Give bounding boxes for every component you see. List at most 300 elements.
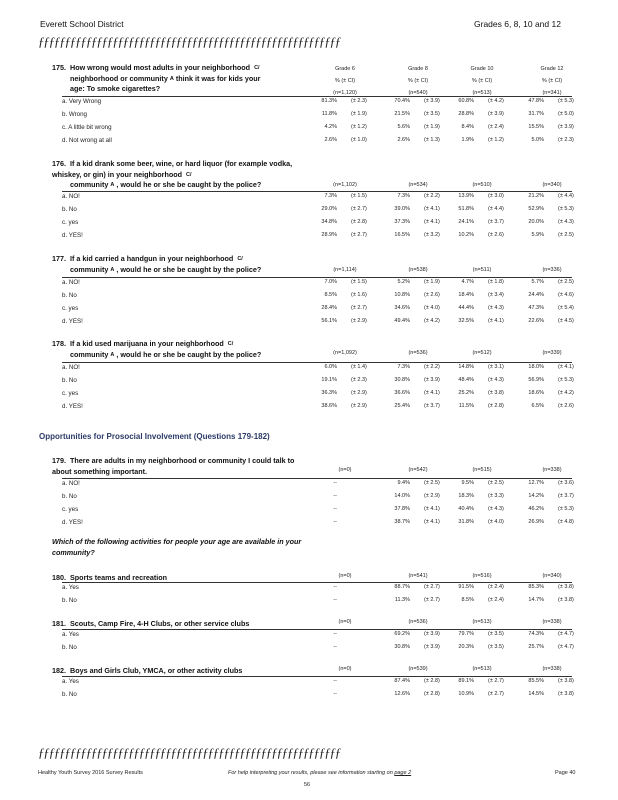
percent-value: 11.5% [458, 403, 474, 409]
response-option-label: a. NO! [62, 364, 80, 371]
confidence-interval: (± 4.2) [424, 318, 440, 324]
percent-value: 18.4% [458, 292, 474, 298]
confidence-interval: (± 3.3) [488, 493, 504, 499]
superscript-c-marker: C/ [254, 65, 260, 71]
rule-line [62, 277, 572, 278]
confidence-interval: (± 3.4) [488, 292, 504, 298]
percent-value: 51.8% [458, 206, 474, 212]
footer-help-text [228, 770, 411, 776]
confidence-interval: (± 3.7) [424, 403, 440, 409]
confidence-interval: (± 2.8) [351, 219, 367, 225]
percent-value: 18.6% [528, 390, 544, 396]
confidence-interval: (± 2.8) [424, 691, 440, 697]
response-option-label: c. yes [62, 506, 79, 513]
percent-value: 49.4% [394, 318, 410, 324]
percent-value: -- [333, 506, 337, 512]
rule-line [62, 676, 572, 677]
percent-value: 25.4% [394, 403, 410, 409]
percent-value: 21.2% [528, 193, 544, 199]
sample-size: (n=0) [338, 619, 352, 625]
grade-label: Grade 6 [335, 66, 355, 72]
confidence-interval: (± 5.3) [558, 377, 574, 383]
q182-question-text [52, 666, 297, 677]
percent-value: 1.9% [461, 137, 474, 143]
sample-size: (n=1,092) [333, 350, 357, 356]
footer-survey-title: Healthy Youth Survey 2016 Survey Results [38, 770, 143, 776]
page-number: 56 [304, 782, 311, 788]
confidence-interval: (± 4.3) [558, 219, 574, 225]
confidence-interval: (± 2.5) [558, 232, 574, 238]
q180-number: 180. [52, 573, 66, 582]
q179-number: 179. [52, 456, 66, 465]
q182-number: 182. [52, 666, 66, 675]
percent-value: 6.5% [531, 403, 544, 409]
q177-text: If a kid carried a handgun in your neighborhood [70, 254, 234, 263]
percent-value: 37.8% [394, 506, 410, 512]
confidence-interval: (± 2.4) [488, 584, 504, 590]
sample-size: (n=540) [408, 90, 428, 96]
q179-text: There are adults in my neighborhood or community I could talk to about something important. [52, 456, 295, 476]
sample-size: (n=538) [408, 267, 428, 273]
confidence-interval: (± 3.9) [558, 124, 574, 130]
confidence-interval: (± 4.4) [558, 193, 574, 199]
percent-value: -- [333, 644, 337, 650]
superscript-a-marker: A [110, 266, 115, 273]
percent-value: 2.6% [397, 137, 410, 143]
confidence-interval: (± 5.3) [558, 506, 574, 512]
percent-value: 16.5% [394, 232, 410, 238]
response-option-label: c. yes [62, 219, 79, 226]
district-name: Everett School District [40, 19, 124, 29]
percent-value: 88.7% [394, 584, 410, 590]
sample-size: (n=515) [472, 467, 492, 473]
confidence-interval: (± 3.8) [558, 691, 574, 697]
confidence-interval: (± 3.5) [488, 644, 504, 650]
q177-text-line2: community [70, 264, 109, 274]
percent-value: 26.9% [528, 519, 544, 525]
sample-size: (n=1,114) [333, 267, 357, 273]
confidence-interval: (± 2.9) [351, 403, 367, 409]
confidence-interval: (± 2.3) [351, 98, 367, 104]
response-option-label: a. NO! [62, 480, 80, 487]
response-option-label: a. Yes [62, 678, 79, 685]
q175-text-line4: age: To smoke cigarettes? [70, 84, 161, 93]
q176-question-text [52, 159, 297, 191]
confidence-interval: (± 2.5) [558, 279, 574, 285]
confidence-interval: (± 1.6) [351, 292, 367, 298]
percent-value: 14.8% [458, 364, 474, 370]
confidence-interval: (± 2.7) [424, 584, 440, 590]
percent-ci-label: % (± CI) [541, 78, 563, 84]
grade-column-header [393, 66, 443, 85]
q176-text: If a kid drank some beer, wine, or hard liquor (for example vodka, whiskey, or gin) in your neighborhood [52, 159, 293, 179]
sample-size: (n=1,120) [333, 90, 357, 96]
confidence-interval: (± 4.4) [488, 206, 504, 212]
confidence-interval: (± 2.4) [488, 597, 504, 603]
response-option-label: b. No [62, 206, 77, 213]
decorative-divider-bottom: ƒƒƒƒƒƒƒƒƒƒƒƒƒƒƒƒƒƒƒƒƒƒƒƒƒƒƒƒƒƒƒƒƒƒƒƒƒƒƒƒƒƒƒƒƒƒƒƒƒƒƒƒƒƒƒƒƒ [38, 745, 341, 760]
percent-value: 30.8% [394, 377, 410, 383]
confidence-interval: (± 5.4) [558, 305, 574, 311]
percent-value: 89.1% [458, 678, 474, 684]
confidence-interval: (± 1.2) [488, 137, 504, 143]
footer-help-label: For help interpreting your results, please see information starting on [228, 770, 393, 776]
percent-value: 28.9% [321, 232, 337, 238]
percent-value: 37.3% [394, 219, 410, 225]
sample-size: (n=338) [542, 467, 562, 473]
percent-value: 6.0% [324, 364, 337, 370]
percent-value: 79.7% [458, 631, 474, 637]
sample-size: (n=340) [542, 573, 562, 579]
q178-text: If a kid used marijuana in your neighborhood [70, 339, 224, 348]
q178-text-line3: , would he or she be caught by the police? [116, 349, 262, 359]
superscript-a-marker: A [110, 351, 115, 358]
confidence-interval: (± 2.9) [351, 390, 367, 396]
sample-size: (n=534) [408, 182, 428, 188]
percent-ci-label: % (± CI) [407, 78, 429, 84]
percent-value: 14.7% [528, 597, 544, 603]
confidence-interval: (± 4.1) [424, 219, 440, 225]
sample-size: (n=541) [408, 573, 428, 579]
response-option-label: d. YES! [62, 232, 83, 239]
percent-value: 18.3% [458, 493, 474, 499]
q176-text-line2: community [70, 180, 109, 189]
percent-value: 11.3% [394, 597, 410, 603]
confidence-interval: (± 3.6) [558, 480, 574, 486]
percent-value: 87.4% [394, 678, 410, 684]
q177-text-line3: , would he or she be caught by the police? [116, 264, 262, 274]
q177-number: 177. [52, 254, 66, 263]
response-option-label: b. No [62, 691, 77, 698]
q180-text: Sports teams and recreation [70, 573, 168, 582]
footer-page-link[interactable]: page 2 [394, 770, 412, 776]
percent-value: 8.5% [461, 597, 474, 603]
grade-label: Grade 12 [540, 66, 564, 72]
percent-value: 21.5% [394, 111, 410, 117]
percent-value: 60.8% [458, 98, 474, 104]
percent-value: 34.6% [394, 305, 410, 311]
footer-page-label: Page 40 [555, 770, 576, 776]
response-option-label: b. Wrong [62, 111, 87, 118]
percent-value: -- [333, 678, 337, 684]
confidence-interval: (± 3.2) [424, 232, 440, 238]
confidence-interval: (± 4.0) [488, 519, 504, 525]
percent-value: 7.3% [397, 193, 410, 199]
sample-size: (n=542) [408, 467, 428, 473]
percent-value: 85.3% [528, 584, 544, 590]
confidence-interval: (± 2.2) [424, 193, 440, 199]
confidence-interval: (± 1.2) [351, 124, 367, 130]
section-title: Opportunities for Prosocial Involvement (Questions 179-182) [39, 432, 270, 441]
percent-value: 4.2% [324, 124, 337, 130]
confidence-interval: (± 2.7) [424, 597, 440, 603]
confidence-interval: (± 4.1) [424, 506, 440, 512]
confidence-interval: (± 5.0) [558, 111, 574, 117]
percent-value: 19.1% [321, 377, 337, 383]
confidence-interval: (± 3.9) [424, 644, 440, 650]
percent-value: 4.7% [461, 279, 474, 285]
response-option-label: b. No [62, 292, 77, 299]
q182-text: Boys and Girls Club, YMCA, or other activity clubs [70, 666, 243, 675]
confidence-interval: (± 3.8) [488, 390, 504, 396]
sample-size: (n=510) [472, 182, 492, 188]
percent-value: 91.5% [458, 584, 474, 590]
confidence-interval: (± 2.8) [488, 403, 504, 409]
superscript-a-marker: A [169, 75, 174, 82]
percent-value: 9.4% [397, 480, 410, 486]
percent-value: -- [333, 480, 337, 486]
confidence-interval: (± 4.1) [424, 206, 440, 212]
percent-value: 81.3% [321, 98, 337, 104]
confidence-interval: (± 2.7) [488, 678, 504, 684]
sample-size: (n=0) [338, 467, 352, 473]
rule-line [62, 191, 572, 192]
percent-value: -- [333, 597, 337, 603]
response-option-label: d. YES! [62, 403, 83, 410]
percent-value: 14.0% [394, 493, 410, 499]
sample-size: (n=536) [408, 350, 428, 356]
confidence-interval: (± 4.7) [558, 631, 574, 637]
q175-text: How wrong would most adults in your neighborhood [70, 63, 251, 72]
percent-value: 18.0% [528, 364, 544, 370]
percent-value: 8.5% [324, 292, 337, 298]
percent-value: 39.0% [394, 206, 410, 212]
percent-value: 2.6% [324, 137, 337, 143]
confidence-interval: (± 4.3) [488, 506, 504, 512]
response-option-label: c. yes [62, 305, 79, 312]
percent-value: 28.8% [458, 111, 474, 117]
sample-size: (n=516) [472, 573, 492, 579]
confidence-interval: (± 3.9) [424, 98, 440, 104]
confidence-interval: (± 3.5) [488, 631, 504, 637]
percent-value: 25.2% [458, 390, 474, 396]
confidence-interval: (± 3.1) [488, 364, 504, 370]
confidence-interval: (± 3.7) [488, 219, 504, 225]
percent-value: 13.9% [458, 193, 474, 199]
percent-value: 11.8% [321, 111, 337, 117]
percent-value: 10.9% [458, 691, 474, 697]
sample-size: (n=1,102) [333, 182, 357, 188]
q176-number: 176. [52, 159, 66, 168]
response-option-label: d. Not wrong at all [62, 137, 112, 144]
response-option-label: a. NO! [62, 279, 80, 286]
confidence-interval: (± 2.3) [558, 137, 574, 143]
confidence-interval: (± 1.8) [488, 279, 504, 285]
superscript-a-marker: A [110, 182, 115, 188]
percent-value: -- [333, 493, 337, 499]
sample-size: (n=340) [542, 182, 562, 188]
confidence-interval: (± 3.8) [558, 678, 574, 684]
response-option-label: a. Yes [62, 584, 79, 591]
confidence-interval: (± 2.9) [351, 318, 367, 324]
q178-text-line2: community [70, 349, 109, 359]
percent-value: 12.7% [528, 480, 544, 486]
confidence-interval: (± 4.2) [558, 390, 574, 396]
sample-size: (n=339) [542, 350, 562, 356]
grade-column-header [527, 66, 577, 85]
response-option-label: c. A little bit wrong [62, 124, 112, 131]
percent-value: -- [333, 584, 337, 590]
percent-value: 46.2% [528, 506, 544, 512]
confidence-interval: (± 2.4) [488, 124, 504, 130]
percent-value: 28.4% [321, 305, 337, 311]
sample-size: (n=0) [338, 666, 352, 672]
percent-value: 44.4% [458, 305, 474, 311]
confidence-interval: (± 4.0) [424, 305, 440, 311]
percent-value: 69.2% [394, 631, 410, 637]
confidence-interval: (± 2.9) [424, 493, 440, 499]
percent-value: 31.7% [528, 111, 544, 117]
percent-value: 29.0% [321, 206, 337, 212]
sample-size: (n=338) [542, 619, 562, 625]
sample-size: (n=536) [408, 619, 428, 625]
q175-question-text [52, 63, 297, 95]
percent-value: 74.3% [528, 631, 544, 637]
sample-size: (n=511) [472, 267, 492, 273]
q181-question-text [52, 619, 297, 630]
percent-value: 52.9% [528, 206, 544, 212]
confidence-interval: (± 1.5) [351, 193, 367, 199]
percent-value: 7.3% [324, 193, 337, 199]
confidence-interval: (± 2.7) [351, 232, 367, 238]
rule-line [62, 629, 572, 630]
response-option-label: d. YES! [62, 318, 83, 325]
percent-value: 12.6% [394, 691, 410, 697]
decorative-divider-top: ƒƒƒƒƒƒƒƒƒƒƒƒƒƒƒƒƒƒƒƒƒƒƒƒƒƒƒƒƒƒƒƒƒƒƒƒƒƒƒƒƒƒƒƒƒƒƒƒƒƒƒƒƒƒƒƒƒ [38, 34, 341, 49]
confidence-interval: (± 4.6) [558, 292, 574, 298]
q175-number: 175. [52, 63, 66, 72]
percent-value: 34.8% [321, 219, 337, 225]
sample-size: (n=336) [542, 267, 562, 273]
percent-value: 56.1% [321, 318, 337, 324]
confidence-interval: (± 5.3) [558, 98, 574, 104]
confidence-interval: (± 4.1) [424, 519, 440, 525]
q181-text: Scouts, Camp Fire, 4-H Clubs, or other service clubs [70, 619, 250, 628]
percent-value: 56.9% [528, 377, 544, 383]
percent-value: 7.3% [397, 364, 410, 370]
percent-value: 10.8% [394, 292, 410, 298]
confidence-interval: (± 4.2) [488, 98, 504, 104]
response-option-label: b. No [62, 597, 77, 604]
confidence-interval: (± 3.0) [488, 193, 504, 199]
rule-line [62, 478, 572, 479]
rule-line [62, 362, 572, 363]
activities-subheading: Which of the following activities for people your age are available in your community? [52, 537, 302, 557]
confidence-interval: (± 2.6) [558, 403, 574, 409]
confidence-interval: (± 2.3) [351, 377, 367, 383]
percent-value: 14.5% [528, 691, 544, 697]
confidence-interval: (± 3.9) [488, 111, 504, 117]
percent-value: 9.5% [461, 480, 474, 486]
confidence-interval: (± 3.5) [424, 111, 440, 117]
q178-number: 178. [52, 339, 66, 348]
percent-value: -- [333, 691, 337, 697]
percent-value: 5.6% [397, 124, 410, 130]
response-option-label: b. No [62, 377, 77, 384]
percent-value: 32.5% [458, 318, 474, 324]
sample-size: (n=512) [472, 350, 492, 356]
rule-line [62, 582, 572, 583]
q176-text-line3: , would he or she be caught by the police? [116, 180, 262, 189]
grade-column-header [457, 66, 507, 85]
confidence-interval: (± 2.5) [488, 480, 504, 486]
percent-value: 47.3% [528, 305, 544, 311]
confidence-interval: (± 5.3) [558, 206, 574, 212]
percent-value: 38.7% [394, 519, 410, 525]
percent-ci-label: % (± CI) [334, 78, 356, 84]
confidence-interval: (± 4.3) [488, 305, 504, 311]
percent-value: 40.4% [458, 506, 474, 512]
confidence-interval: (± 2.8) [424, 678, 440, 684]
grade-label: Grade 8 [408, 66, 428, 72]
q175-text-line3: think it was for kids your [175, 73, 261, 83]
percent-value: 5.0% [531, 137, 544, 143]
confidence-interval: (± 4.7) [558, 644, 574, 650]
confidence-interval: (± 1.0) [351, 137, 367, 143]
percent-value: 36.3% [321, 390, 337, 396]
confidence-interval: (± 1.9) [351, 111, 367, 117]
rule-line [62, 96, 572, 97]
sample-size: (n=513) [472, 666, 492, 672]
percent-value: 20.0% [528, 219, 544, 225]
sample-size: (n=513) [472, 90, 492, 96]
percent-value: 22.6% [528, 318, 544, 324]
confidence-interval: (± 3.9) [424, 377, 440, 383]
confidence-interval: (± 2.2) [424, 364, 440, 370]
sample-size: (n=0) [338, 573, 352, 579]
percent-value: 5.7% [531, 279, 544, 285]
response-option-label: a. Yes [62, 631, 79, 638]
percent-value: 85.5% [528, 678, 544, 684]
response-option-label: b. No [62, 644, 77, 651]
confidence-interval: (± 1.3) [424, 137, 440, 143]
sample-size: (n=341) [542, 90, 562, 96]
percent-value: 38.6% [321, 403, 337, 409]
sample-size: (n=539) [408, 666, 428, 672]
superscript-c-marker: C/ [237, 256, 243, 262]
confidence-interval: (± 2.7) [488, 691, 504, 697]
percent-value: 36.6% [394, 390, 410, 396]
percent-value: 8.4% [461, 124, 474, 130]
q181-number: 181. [52, 619, 66, 628]
q178-question-text [52, 339, 297, 360]
confidence-interval: (± 1.9) [424, 124, 440, 130]
confidence-interval: (± 4.1) [488, 318, 504, 324]
superscript-c-marker: C/ [186, 171, 192, 178]
confidence-interval: (± 3.7) [558, 493, 574, 499]
confidence-interval: (± 4.1) [424, 390, 440, 396]
percent-value: 30.8% [394, 644, 410, 650]
q179-question-text [52, 456, 297, 477]
grades-label: Grades 6, 8, 10 and 12 [474, 19, 561, 29]
confidence-interval: (± 2.7) [351, 206, 367, 212]
percent-value: 25.7% [528, 644, 544, 650]
grade-label: Grade 10 [470, 66, 494, 72]
confidence-interval: (± 2.5) [424, 480, 440, 486]
confidence-interval: (± 4.8) [558, 519, 574, 525]
sample-size: (n=338) [542, 666, 562, 672]
response-option-label: a. Very Wrong [62, 98, 102, 105]
percent-value: -- [333, 631, 337, 637]
superscript-c-marker: C/ [227, 341, 234, 347]
percent-ci-label: % (± CI) [471, 78, 493, 84]
percent-value: 31.8% [458, 519, 474, 525]
confidence-interval: (± 1.4) [351, 364, 367, 370]
percent-value: 47.8% [528, 98, 544, 104]
percent-value: 70.4% [394, 98, 410, 104]
confidence-interval: (± 1.5) [351, 279, 367, 285]
confidence-interval: (± 2.6) [424, 292, 440, 298]
